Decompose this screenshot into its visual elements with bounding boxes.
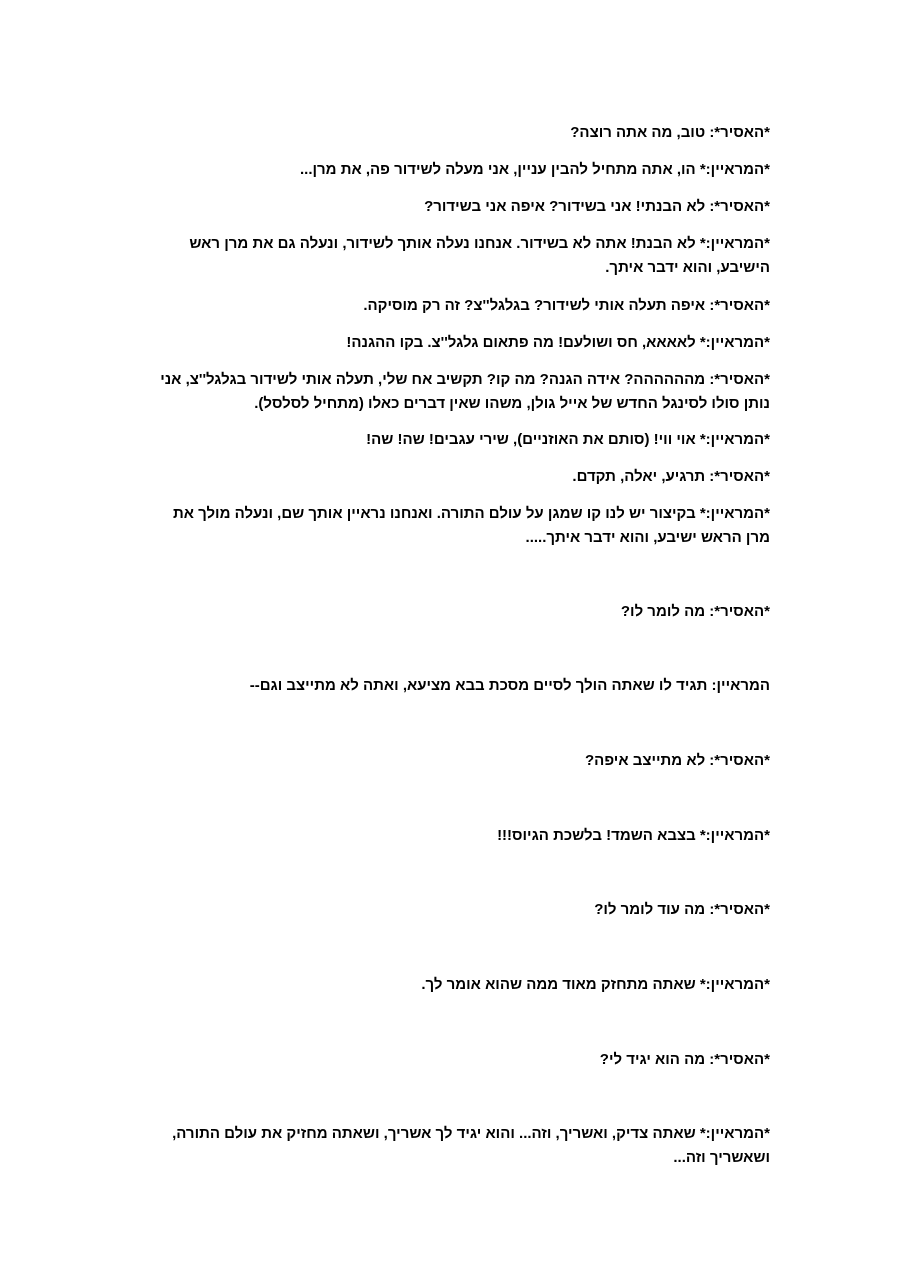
dialogue-line-interviewer: המראיין: תגיד לו שאתה הולך לסיים מסכת בבא מציעא, ואתה לא מתייצב וגם--: [249, 677, 770, 694]
dialogue-line-prisoner: *האסיר*: מה לומר לו?: [620, 603, 770, 620]
dialogue-line-interviewer: *המראיין:* שאתה מתחזק מאוד ממה שהוא אומר לך.: [421, 976, 770, 993]
dialogue-line-prisoner: *האסיר*: מה הוא יגיד לי?: [599, 1051, 770, 1068]
dialogue-line-prisoner: *האסיר*: מהההההה? אידה הגנה? מה קו? תקשיב אח שלי, תעלה אותי לשידור בגלגל''צ, אני נותן סולו לסינגל החדש של אייל גולן, משהו שאין דברים כאלו (מתחיל לסלסל).: [160, 371, 770, 412]
dialogue-line-interviewer: *המראיין:* אוי ווי! (סותם את האוזניים), שירי עגבים! שה! שה!: [366, 431, 770, 448]
dialogue-line-prisoner: *האסיר*: מה עוד לומר לו?: [594, 901, 770, 918]
dialogue-line-prisoner: *האסיר*: לא הבנתי! אני בשידור? איפה אני בשידור?: [424, 198, 770, 215]
dialogue-line-interviewer: *המראיין:* שאתה צדיק, ואשריך, וזה... והוא יגיד לך אשריך, ושאתה מחזיק את עולם התורה, ושאשריך וזה...: [172, 1125, 770, 1166]
dialogue-line-interviewer: *המראיין:* לאאאא, חס ושולעם! מה פתאום גלגל''צ. בקו ההגנה!: [346, 334, 770, 351]
dialogue-line-interviewer: *המראיין:* בקיצור יש לנו קו שמגן על עולם התורה. ואנחנו נראיין אותך שם, ונעלה מולך את מרן הראש ישיבע, והוא ידבר איתך.....: [172, 505, 770, 546]
dialogue-line-interviewer: *המראיין:* הו, אתה מתחיל להבין עניין, אני מעלה לשידור פה, את מרן...: [299, 161, 770, 178]
dialogue-line-prisoner: *האסיר*: לא מתייצב איפה?: [585, 752, 770, 769]
dialogue-line-prisoner: *האסיר*: תרגיע, יאלה, תקדם.: [572, 468, 770, 485]
dialogue-line-prisoner: *האסיר*: איפה תעלה אותי לשידור? בגלגל''צ? זה רק מוסיקה.: [363, 297, 770, 314]
dialogue-line-prisoner: *האסיר*: טוב, מה אתה רוצה?: [570, 124, 770, 141]
dialogue-line-interviewer: *המראיין:* בצבא השמד! בלשכת הגיוס!!!: [497, 827, 770, 844]
dialogue-line-interviewer: *המראיין:* לא הבנת! אתה לא בשידור. אנחנו נעלה אותך לשידור, ונעלה גם את מרן ראש הישיבע, והוא ידבר איתך.: [189, 235, 770, 276]
